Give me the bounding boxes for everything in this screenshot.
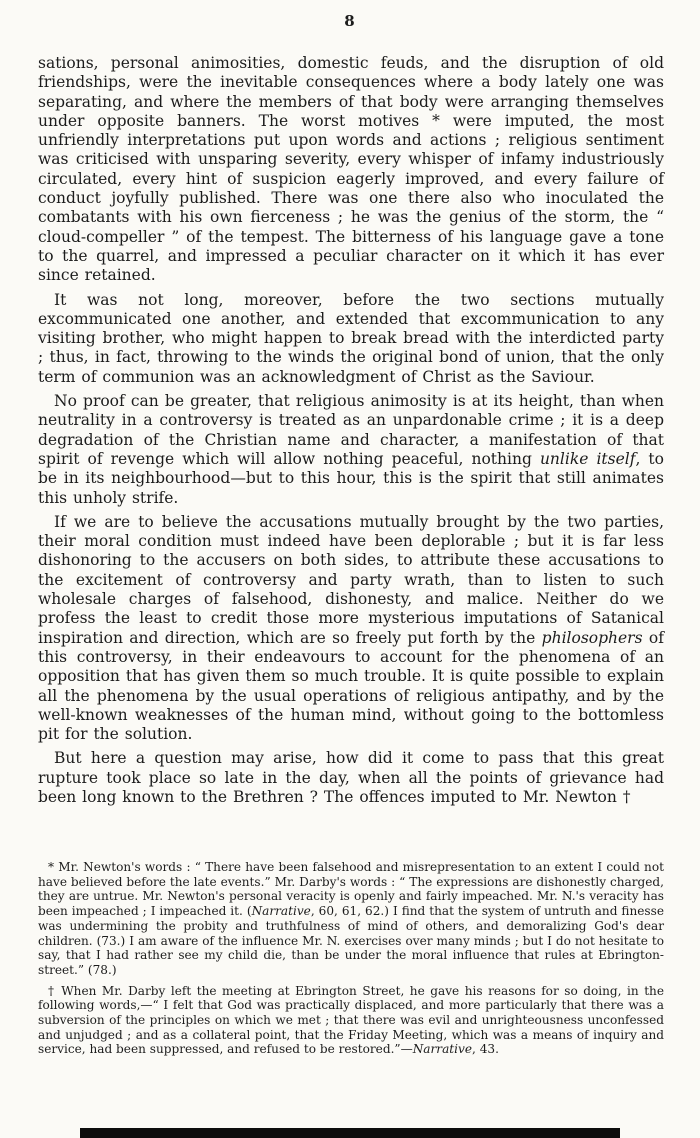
text-segment: , 60, 61, 62.) I find that the system of untruth and finesse was undermining the probity and truthfulness of mind of others, and demoralizing God's dear children. (73.) I am aware of the influence Mr. N. exercises over many minds ; but I do not hesitate to say, that I had rather see my child die, than be under the moral influence that rules at Ebrington-street.” (78.) (38, 904, 664, 977)
text-segment: unlike itself (539, 449, 636, 468)
paragraph (38, 54, 664, 286)
main-text (38, 54, 664, 812)
paragraph (38, 749, 664, 807)
text-segment: † When Mr. Darby left the meeting at Ebrington Street, he gave his reasons for so doing, in the following words,—“ I felt that God was practically displaced, and more particularly that there was a subversion of the principles on which we met ; that there was evil and unrighteousness unconfessed and unjudged ; and as a collateral point, that the Friday Meeting, which was a means of inquiry and service, had been suppressed, and refused to be restored.”— (38, 983, 664, 1057)
footnotes (38, 860, 664, 1063)
text-segment: philosophers (541, 628, 643, 647)
text-segment: of this controversy, in their endeavours to account for the phenomena of an opposition that has given them so much trouble. It is quite possible to explain all the phenomena by the usual operations of religious antipathy, and by the well-known weaknesses of the human mind, without going to the bottomless pit for the solution. (38, 628, 664, 744)
footnote (38, 860, 664, 978)
paragraph (38, 392, 664, 508)
text-segment: But here a question may arise, how did it come to pass that this great rupture took place so late in the day, when all the points of grievance had been long known to the Brethren ? The offences imputed to Mr. Newton † (38, 749, 664, 806)
text-segment: No proof can be greater, that religious animosity is at its height, than when neutrality in a controversy is treated as an unpardonable crime ; it is a deep degradation of the Christian name and character, a manifestation of that spirit of revenge which will allow nothing peaceful, nothing (38, 392, 664, 468)
text-segment: If we are to believe the accusations mutually brought by the two parties, their moral condition must indeed have been deplorable ; but it is far less dishonoring to the accusers on both sides, to attribute these accusations to the excitement of controversy and party wrath, than to listen to such wholesale charges of falsehood, dishonesty, and malice. Neither do we profess the least to credit those more mysterious imputations of Satanical inspiration and direction, which are so freely put forth by the (38, 512, 664, 647)
text-segment: , to be in its neighbourhood—but to this hour, this is the spirit that still animates this unholy strife. (38, 449, 664, 507)
page-number: 8 (344, 12, 356, 30)
text-segment: sations, personal animosities, domestic feuds, and the disruption of old friendships, were the inevitable consequences where a body lately one was separating, and where the members of that body were arranging themselves under opposite banners. The worst motives * were imputed, the most unfriendly interpretations put upon words and actions ; religious sentiment was criticised with unsparing severity, every whisper of infamy industriously circulated, every hint of suspicion eagerly improved, and every failure of conduct joyfully published. There was one there also who inoculated the combatants with his own fierceness ; he was the genius of the storm, the “ cloud-compeller ” of the tempest. The bitterness of his language gave a tone to the quarrel, and impressed a peculiar character on it which it has ever since retained. (38, 54, 664, 285)
paragraph (38, 513, 664, 745)
paragraph (38, 291, 664, 387)
footnote (38, 984, 664, 1058)
text-segment: * Mr. Newton's words : “ There have been falsehood and misrepresentation to an extent I could not have believed before the late events.” Mr. Darby's words : “ The expressions are dishonestly charged, they are untrue. Mr. Newton's personal veracity is openly and fairly impeached. Mr. N.'s veracity has been impeached ; I impeached it. ( (38, 860, 664, 919)
text-segment: Narrative (251, 904, 311, 919)
text-segment: It was not long, moreover, before the two sections mutually excommunicated one another, and extended that excommunication to any visiting brother, who might happen to break bread with the interdicted party ; thus, in fact, throwing to the winds the original bond of union, that the only term of communion was an acknowledgment of Christ as the Saviour. (38, 290, 664, 386)
text-segment: Narrative (412, 1042, 473, 1057)
scan-artifact-bar (80, 1128, 620, 1138)
text-segment: , 43. (472, 1042, 499, 1057)
